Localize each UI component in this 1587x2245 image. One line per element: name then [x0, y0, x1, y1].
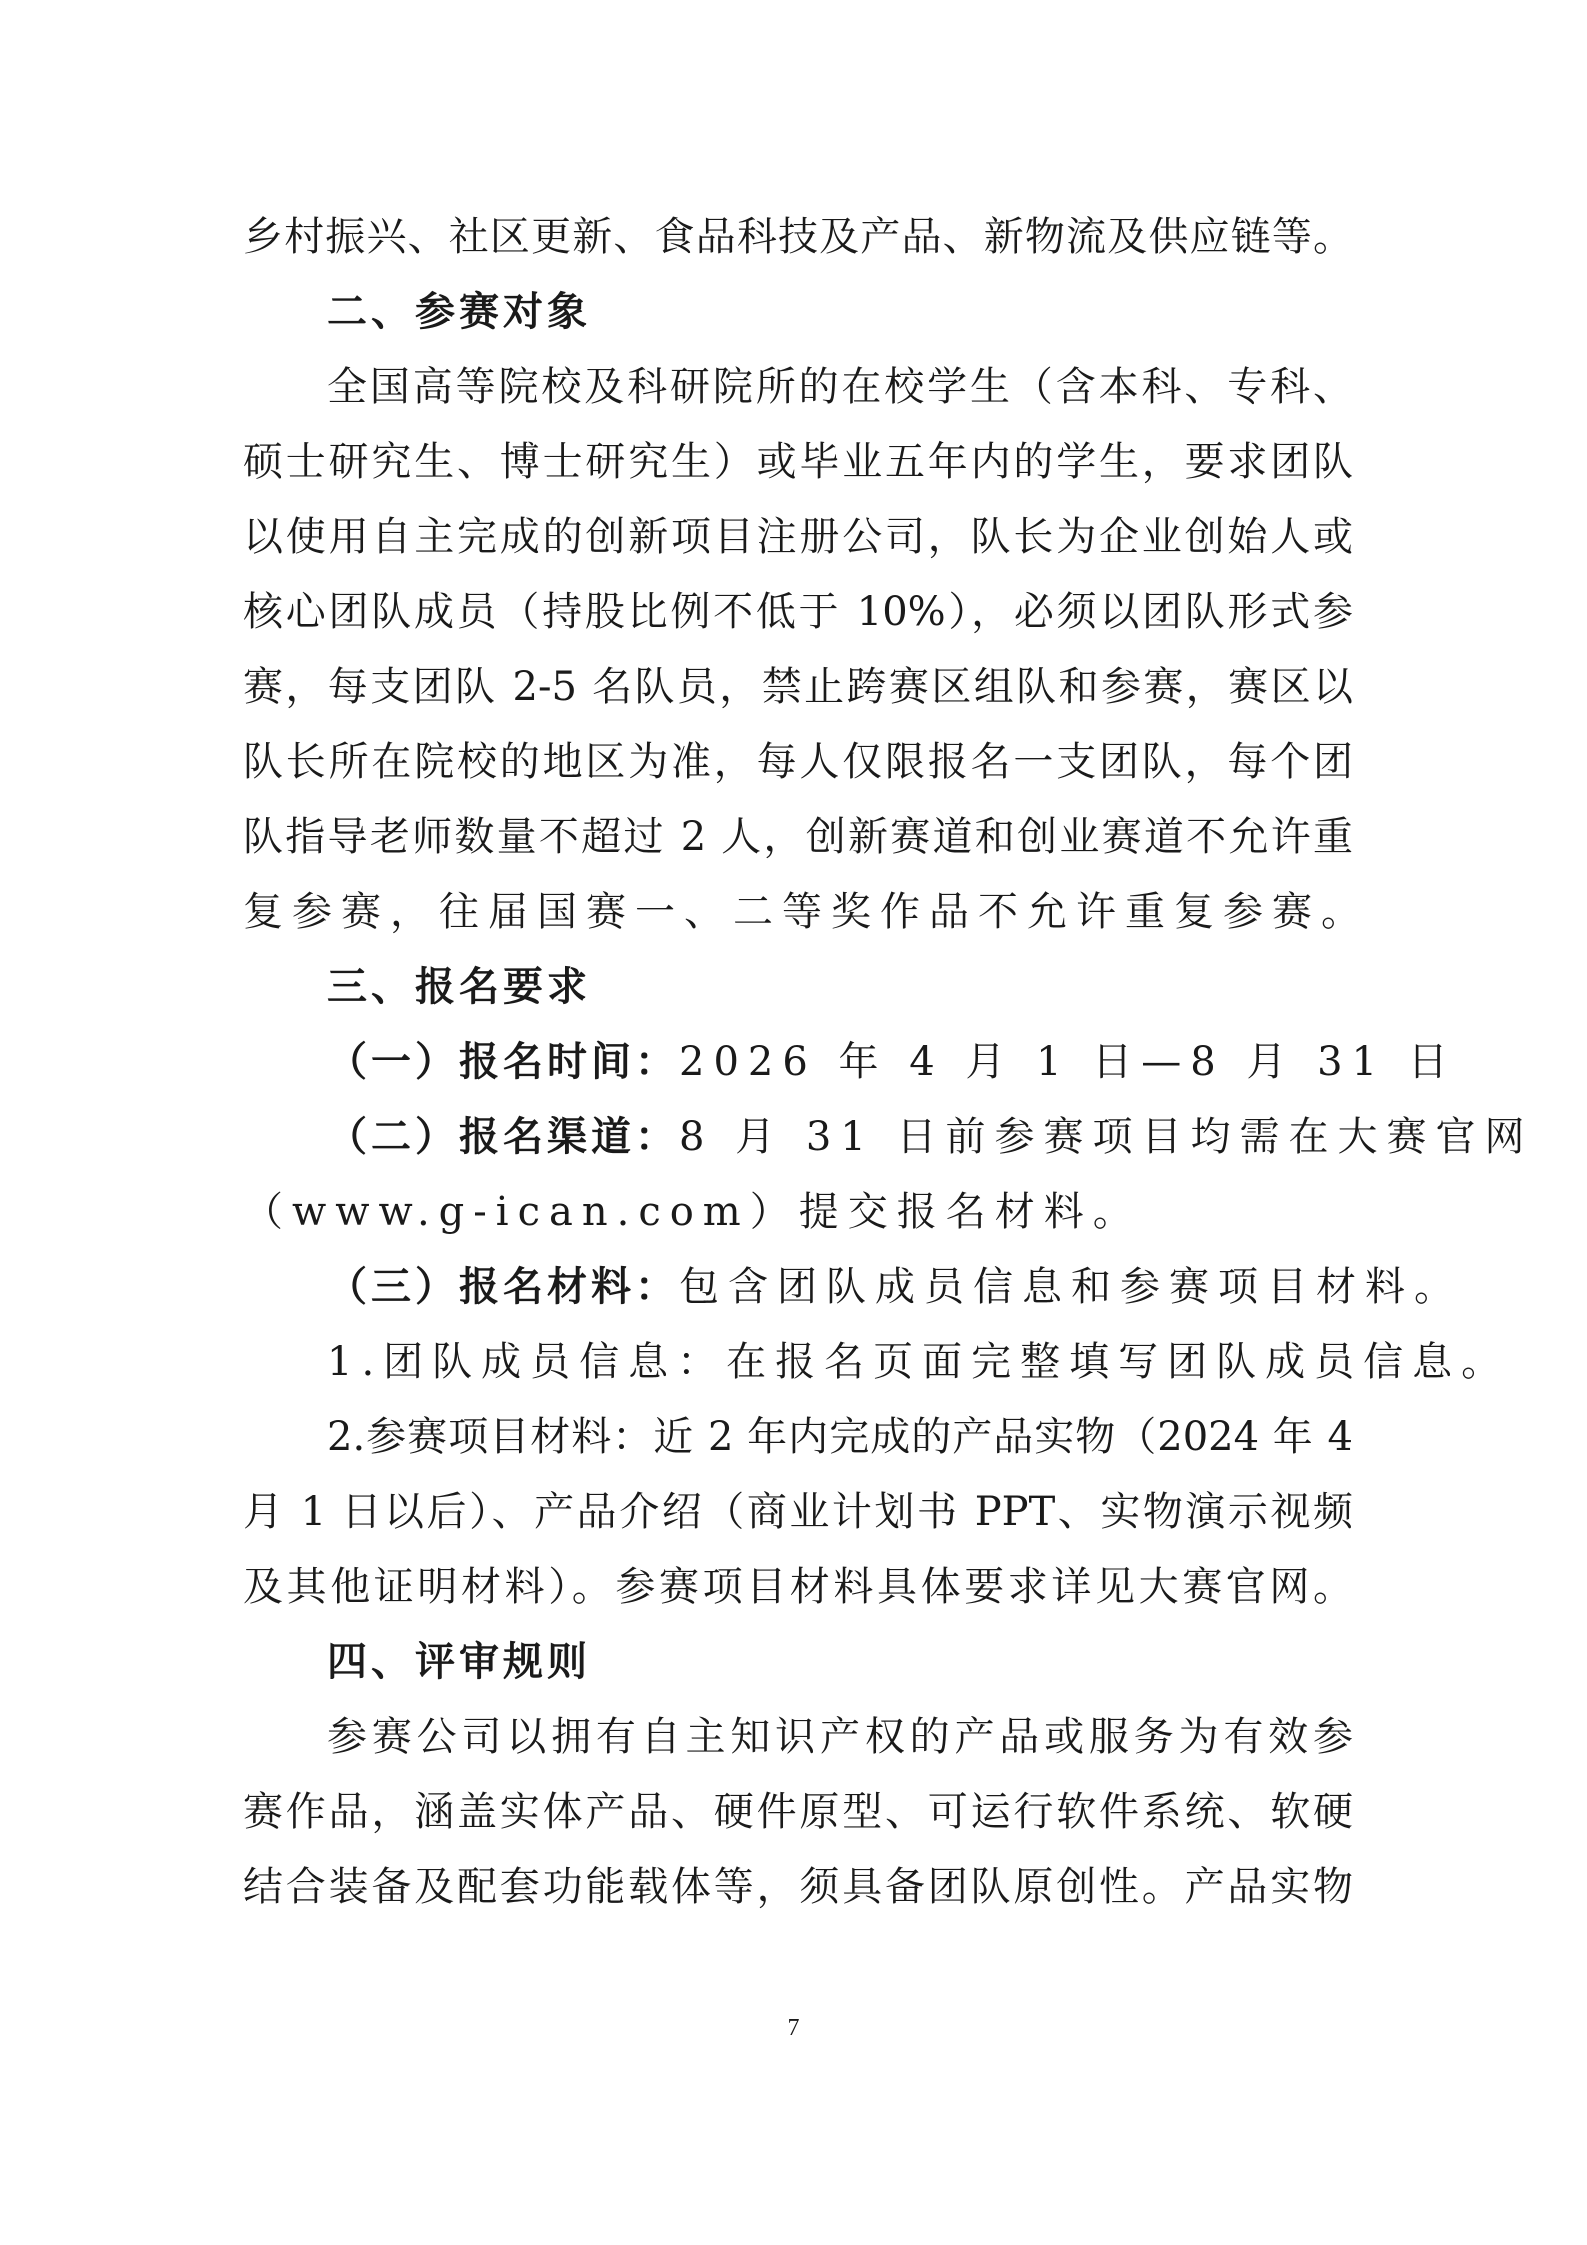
registration-materials-line [243, 1250, 1463, 1325]
body-line: 参赛公司以拥有自主知识产权的产品或服务为有效参 [327, 1714, 1353, 1760]
section-heading-registration: 三、报名要求 [327, 964, 591, 1010]
body-line: 复参赛，往届国赛一、二等奖作品不允许重复参赛。 [243, 889, 1370, 935]
body-line: 赛作品，涵盖实体产品、硬件原型、可运行软件系统、软硬 [243, 1789, 1353, 1835]
registration-time-value: 2026 年 4 月 1 日—8 月 31 日 [679, 1039, 1457, 1085]
section-heading-participants: 二、参赛对象 [327, 289, 591, 335]
body-line: 核心团队成员（持股比例不低于 10%），必须以团队形式参 [243, 589, 1353, 635]
body-line: 月 1 日以后）、产品介绍（商业计划书 PPT、实物演示视频 [243, 1489, 1353, 1535]
body-line: 队长所在院校的地区为准，每人仅限报名一支团队，每个团 [243, 739, 1353, 785]
body-line: 以使用自主完成的创新项目注册公司，队长为企业创始人或 [243, 514, 1353, 560]
registration-channel-line [243, 1100, 1534, 1175]
body-line: 及其他证明材料）。参赛项目材料具体要求详见大赛官网。 [243, 1564, 1353, 1610]
registration-time-line [243, 1025, 1457, 1100]
section-heading-review-rules: 四、评审规则 [327, 1639, 591, 1685]
registration-time-label: （一）报名时间： [327, 1039, 679, 1085]
body-line: 乡村振兴、社区更新、食品科技及产品、新物流及供应链等。 [243, 214, 1353, 260]
body-line: 2.参赛项目材料：近 2 年内完成的产品实物（2024 年 4 [327, 1414, 1353, 1460]
page-number: 7 [787, 2015, 800, 2041]
body-line: 全国高等院校及科研院所的在校学生（含本科、专科、 [327, 364, 1353, 410]
body-line-website: （www.g-ican.com）提交报名材料。 [243, 1189, 1142, 1235]
body-line: 1.团队成员信息：在报名页面完整填写团队成员信息。 [327, 1339, 1511, 1385]
registration-materials-value: 包含团队成员信息和参赛项目材料。 [679, 1264, 1463, 1310]
body-line: 队指导老师数量不超过 2 人，创新赛道和创业赛道不允许重 [243, 814, 1353, 860]
registration-channel-value: 8 月 31 日前参赛项目均需在大赛官网 [679, 1114, 1534, 1160]
page-body [243, 200, 1534, 1925]
registration-materials-label: （三）报名材料： [327, 1264, 679, 1310]
body-line: 硕士研究生、博士研究生）或毕业五年内的学生，要求团队 [243, 439, 1353, 485]
registration-channel-label: （二）报名渠道： [327, 1114, 679, 1160]
body-line: 赛，每支团队 2-5 名队员，禁止跨赛区组队和参赛，赛区以 [243, 664, 1353, 710]
body-line: 结合装备及配套功能载体等，须具备团队原创性。产品实物 [243, 1864, 1353, 1910]
